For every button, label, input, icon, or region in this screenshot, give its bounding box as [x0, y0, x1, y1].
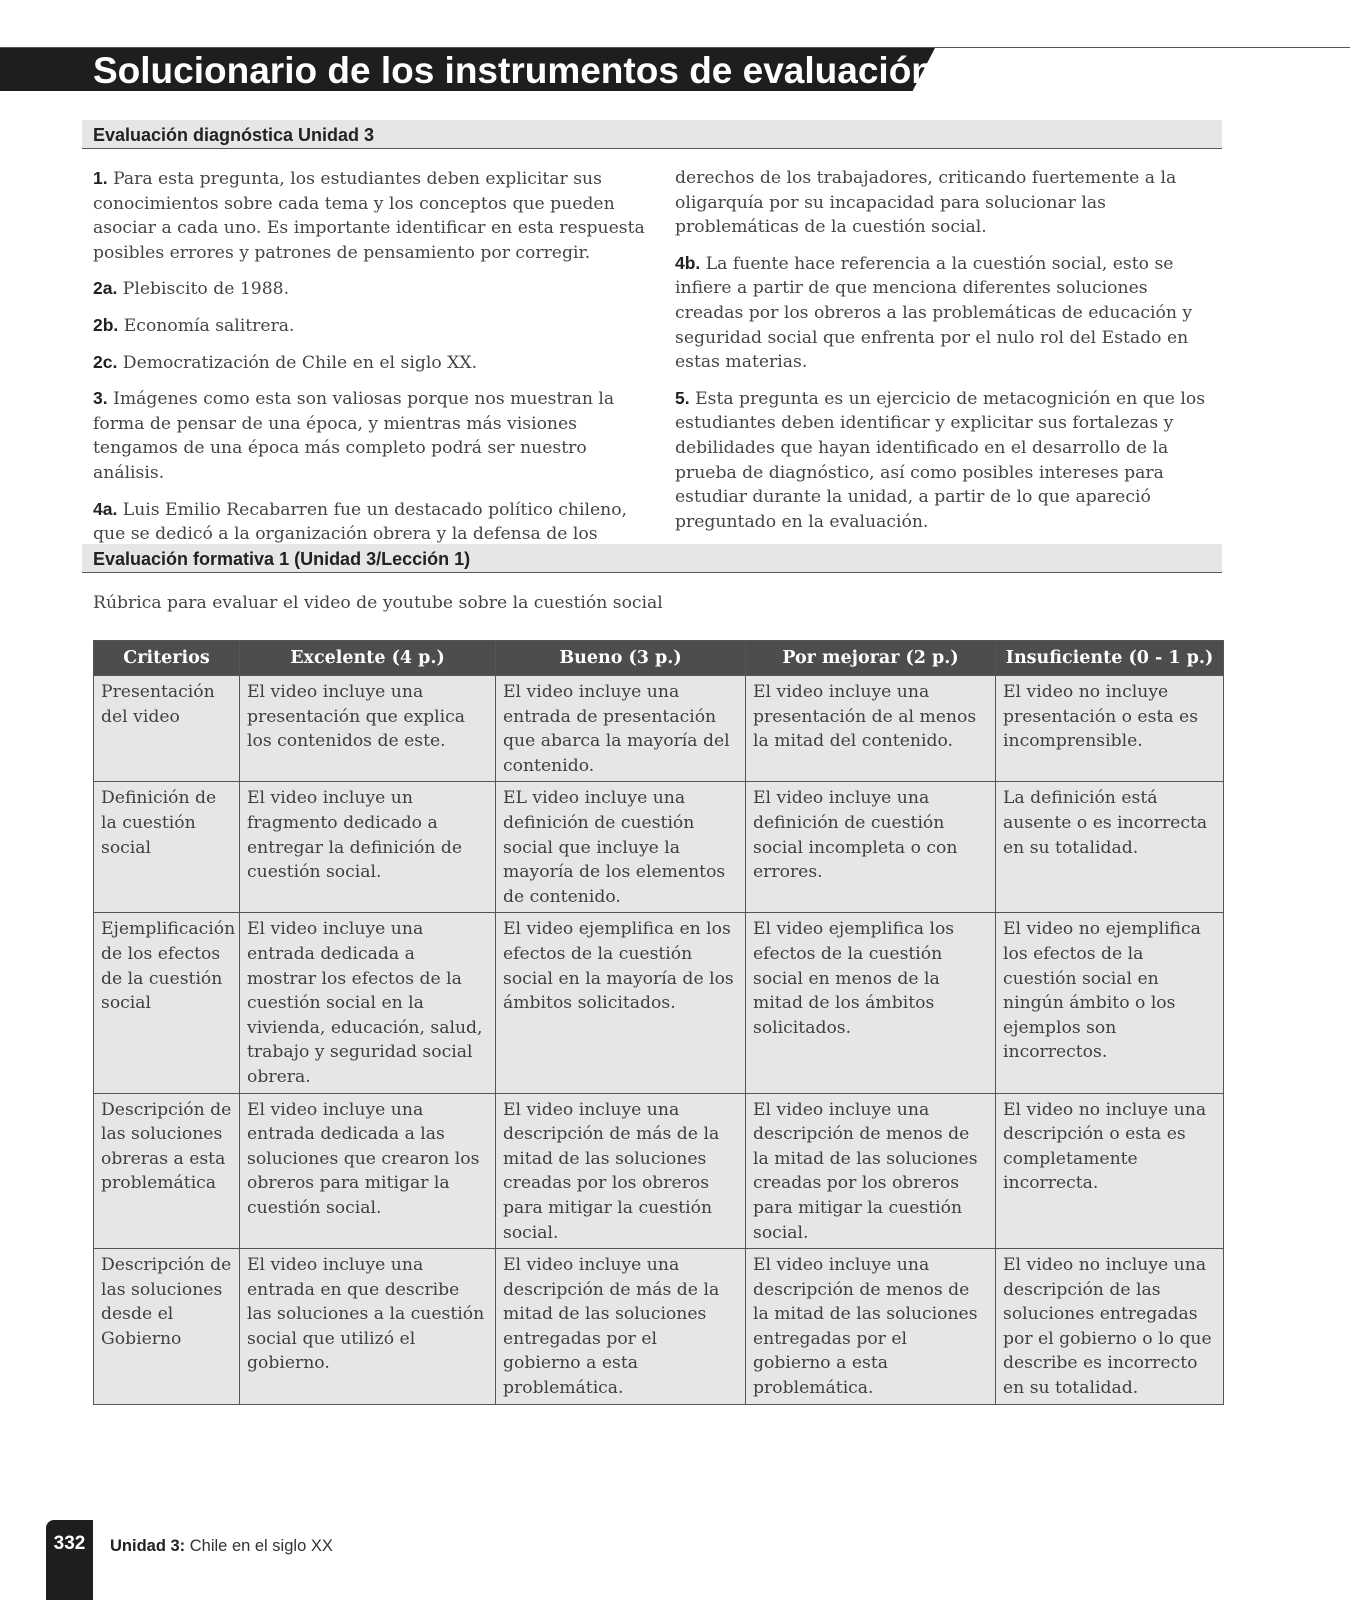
footer-unit-label: Unidad 3:	[110, 1537, 186, 1555]
table-cell: El video incluye una definición de cuestión social incompleta o con errores.	[746, 782, 996, 913]
answer-item	[675, 386, 1220, 535]
table-cell: El video no ejemplifica los efectos de la cuestión social en ningún ámbito o los ejemplos son incorrectos.	[996, 913, 1224, 1093]
criterion-cell: Descripción de las soluciones obreras a esta problemática	[94, 1093, 240, 1249]
header-rule	[0, 47, 1350, 48]
criterion-cell: Ejemplificación de los efectos de la cuestión social	[94, 913, 240, 1093]
table-cell: El video incluye una entrada de presentación que abarca la mayoría del contenido.	[496, 676, 746, 782]
table-cell: El video no incluye una descripción de las soluciones entregadas por el gobierno o lo que describe es incorrecto en su totalidad.	[996, 1249, 1224, 1405]
table-cell: El video incluye una descripción de menos de la mitad de las soluciones creadas por los obreros para mitigar la cuestión social.	[746, 1093, 996, 1249]
answer-text: Democratización de Chile en el siglo XX.	[122, 352, 478, 373]
table-cell: El video incluye una descripción de menos de la mitad de las soluciones entregadas por el gobierno a esta problemática.	[746, 1249, 996, 1405]
running-footer	[110, 1537, 333, 1556]
table-cell: El video incluye una presentación que explica los contenidos de este.	[240, 676, 496, 782]
answer-text: La fuente hace referencia a la cuestión social, esto se infiere a partir de que menciona diferentes soluciones creadas por los obreros a las problemáticas de educación y seguridad social que enfrenta por el nulo rol del Estado en estas materias.	[675, 253, 1193, 373]
answer-item	[93, 497, 648, 547]
table-row	[94, 913, 1224, 1093]
table-row	[94, 782, 1224, 913]
table-cell: El video incluye una descripción de más de la mitad de las soluciones creadas por los obreros para mitigar la cuestión social.	[496, 1093, 746, 1249]
criterion-cell: Descripción de las soluciones desde el Gobierno	[94, 1249, 240, 1405]
column-header: Insuficiente (0 - 1 p.)	[996, 641, 1224, 676]
table-cell: El video incluye una descripción de más de la mitad de las soluciones entregadas por el gobierno a esta problemática.	[496, 1249, 746, 1405]
page-title: Solucionario de los instrumentos de evaluación	[93, 50, 934, 91]
answer-item	[93, 350, 648, 376]
section-header-diagnostic: Evaluación diagnóstica Unidad 3	[82, 120, 1222, 149]
column-header: Bueno (3 p.)	[496, 641, 746, 676]
answer-text: derechos de los trabajadores, criticando fuertemente a la oligarquía por su incapacidad para solucionar las problemáticas de la cuestión social.	[675, 168, 1177, 238]
answer-text: Plebiscito de 1988.	[122, 279, 290, 300]
table-cell: El video incluye una entrada dedicada a mostrar los efectos de la cuestión social en la vivienda, educación, salud, trabajo y seguridad social obrera.	[240, 913, 496, 1093]
column-header: Por mejorar (2 p.)	[746, 641, 996, 676]
answer-item	[675, 166, 1220, 240]
answer-number: 1.	[93, 168, 108, 188]
table-cell: El video incluye una entrada en que describe las soluciones a la cuestión social que utilizó el gobierno.	[240, 1249, 496, 1405]
table-row	[94, 1093, 1224, 1249]
answer-item	[675, 251, 1220, 375]
table-cell: El video ejemplifica en los efectos de la cuestión social en la mayoría de los ámbitos solicitados.	[496, 913, 746, 1093]
column-header: Excelente (4 p.)	[240, 641, 496, 676]
answer-text: Esta pregunta es un ejercicio de metacognición en que los estudiantes deben identificar y explicitar sus fortalezas y debilidades que hayan identificado en el desarrollo de la prueba de diagnóstico, así como posibles intereses para estudiar durante la unidad, a partir de lo que apareció preguntado en la evaluación.	[675, 388, 1206, 532]
column-header: Criterios	[94, 641, 240, 676]
answer-number: 4a.	[93, 498, 118, 519]
criterion-cell: Presentación del video	[94, 676, 240, 782]
answer-text: Economía salitrera.	[123, 315, 295, 336]
rubric-intro: Rúbrica para evaluar el video de youtube sobre la cuestión social	[93, 593, 663, 613]
answer-number: 2c.	[93, 351, 118, 372]
answer-text: Imágenes como esta son valiosas porque nos muestran la forma de pensar de una época, y mientras más visiones tengamos de una época más completo podrá ser nuestro análisis.	[93, 389, 615, 483]
answer-number: 2b.	[93, 314, 119, 335]
table-cell: El video no incluye una descripción o esta es completamente incorrecta.	[996, 1093, 1224, 1249]
answer-item	[93, 166, 648, 265]
answer-item	[93, 276, 648, 302]
table-cell: El video incluye una entrada dedicada a las soluciones que crearon los obreros para mitigar la cuestión social.	[240, 1093, 496, 1249]
answer-item	[93, 313, 648, 339]
answers-left-column	[93, 166, 648, 558]
section-header-formative: Evaluación formativa 1 (Unidad 3/Lección 1)	[82, 544, 1222, 573]
table-row	[94, 676, 1224, 782]
page-number-tab	[46, 1520, 93, 1600]
answers-right-column	[675, 166, 1220, 545]
page-number: 332	[53, 1533, 86, 1554]
answer-text: Luis Emilio Recabarren fue un destacado político chileno, que se dedicó a la organización obrera y la defensa de los	[93, 499, 628, 545]
answer-number: 2a.	[93, 278, 118, 299]
footer-unit-title: Chile en el siglo XX	[185, 1537, 333, 1555]
answer-number: 4b.	[675, 252, 701, 273]
table-cell: El video incluye una presentación de al menos la mitad del contenido.	[746, 676, 996, 782]
table-row	[94, 1249, 1224, 1405]
criterion-cell: Definición de la cuestión social	[94, 782, 240, 913]
answer-number: 3.	[93, 388, 108, 409]
table-cell: La definición está ausente o es incorrecta en su totalidad.	[996, 782, 1224, 913]
answer-item	[93, 386, 648, 485]
answer-number: 5.	[675, 387, 690, 408]
answer-text: Para esta pregunta, los estudiantes deben explicitar sus conocimientos sobre cada tema y los conceptos que pueden asociar a cada uno. Es importante identificar en esta respuesta posibles errores y patrones de pensamiento por corregir.	[93, 169, 645, 263]
rubric-table	[93, 640, 1224, 1405]
table-cell: El video no incluye presentación o esta es incomprensible.	[996, 676, 1224, 782]
table-cell: EL video incluye una definición de cuestión social que incluye la mayoría de los elementos de contenido.	[496, 782, 746, 913]
table-header-row	[94, 641, 1224, 676]
table-cell: El video ejemplifica los efectos de la cuestión social en menos de la mitad de los ámbitos solicitados.	[746, 913, 996, 1093]
table-cell: El video incluye un fragmento dedicado a entregar la definición de cuestión social.	[240, 782, 496, 913]
